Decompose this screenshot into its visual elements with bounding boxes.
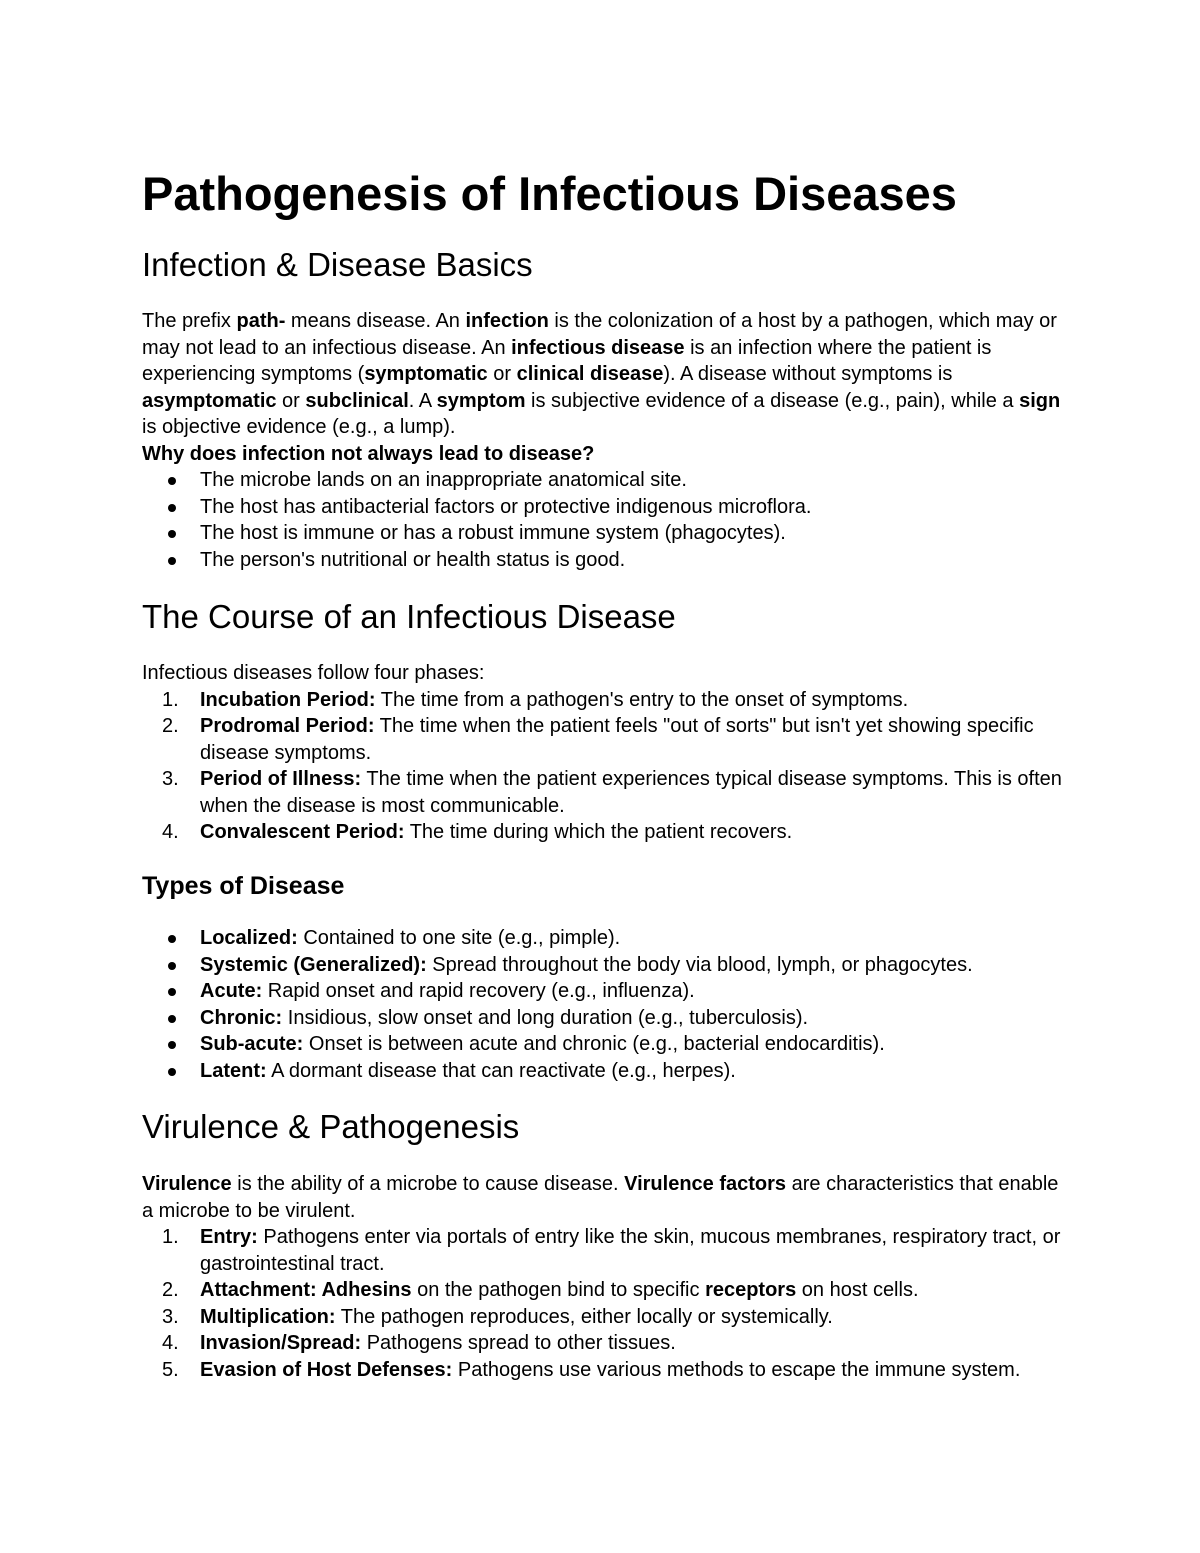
list-item [142, 520, 1067, 547]
list-item [142, 494, 1067, 521]
list-item [142, 547, 1067, 574]
section-heading-types: Types of Disease [142, 872, 345, 900]
bullet-icon [168, 557, 176, 565]
phase-desc: The time during which the patient recovers. [404, 821, 793, 843]
step-desc: on the pathogen bind to specific [411, 1279, 706, 1301]
term-symptom: symptom [436, 389, 526, 412]
step-desc: Pathogens use various methods to escape the immune system. [452, 1358, 1021, 1381]
types-section [142, 925, 1067, 1084]
bullet-icon [168, 1068, 176, 1076]
bullet-icon [168, 988, 176, 996]
list-item [142, 1058, 1067, 1085]
bullet-icon [168, 477, 176, 485]
step-term: Multiplication: [200, 1305, 336, 1328]
step-term: Attachment: Adhesins [200, 1279, 412, 1301]
phase-term: Convalescent Period: [200, 821, 405, 843]
list-item-text: The person's nutritional or health status is good. [200, 548, 626, 571]
step-desc: on host cells. [796, 1279, 919, 1301]
step-desc: Pathogens spread to other tissues. [361, 1332, 676, 1354]
list-number: 2. [162, 715, 179, 737]
reasons-list [142, 467, 1067, 573]
type-term: Acute: [200, 980, 263, 1002]
type-term: Systemic (Generalized): [200, 953, 427, 976]
list-number: 3. [162, 768, 179, 790]
list-item [142, 766, 1067, 819]
term-subclinical: subclinical [305, 389, 409, 412]
step-term: Entry: [200, 1226, 258, 1248]
phase-desc: The time when the patient experiences typical disease symptoms. This is often when the disease is most communicable. [200, 768, 1062, 817]
text-run: is the colonization of a host by a pathogen, which may or may not lead to an infectious disease. An [142, 310, 1057, 359]
list-item [142, 1224, 1067, 1277]
course-section [142, 660, 1067, 846]
bullet-icon [168, 935, 176, 943]
term-virulence-factors: Virulence factors [624, 1173, 787, 1195]
steps-list [142, 1224, 1067, 1383]
list-item-text: The host has antibacterial factors or protective indigenous microflora. [200, 495, 812, 518]
list-item [142, 1031, 1067, 1058]
text-run: The prefix [142, 310, 237, 332]
basics-section [142, 308, 1067, 573]
bullet-icon [168, 530, 176, 538]
list-item [142, 978, 1067, 1005]
step-desc: The pathogen reproduces, either locally or systemically. [335, 1305, 833, 1328]
list-number: 2. [162, 1279, 179, 1301]
list-item [142, 952, 1067, 979]
section-heading-basics: Infection & Disease Basics [142, 246, 533, 283]
list-item-text: The host is immune or has a robust immune system (phagocytes). [200, 522, 786, 544]
type-desc: Spread throughout the body via blood, lymph, or phagocytes. [426, 953, 973, 976]
list-item [142, 925, 1067, 952]
bullet-icon [168, 1015, 176, 1023]
term-symptomatic: symptomatic [364, 363, 488, 385]
virulence-section [142, 1171, 1067, 1383]
list-item [142, 1330, 1067, 1357]
list-number: 1. [162, 688, 179, 711]
text-run: or [487, 363, 517, 385]
step-term: Evasion of Host Defenses: [200, 1358, 453, 1381]
text-run: are characteristics that enable a microbe to be virulent. [142, 1173, 1059, 1222]
text-run: or [276, 389, 306, 412]
course-intro: Infectious diseases follow four phases: [142, 662, 485, 684]
text-run: . A [408, 389, 437, 412]
bullet-icon [168, 504, 176, 512]
list-item [142, 713, 1067, 766]
bullet-icon [168, 962, 176, 970]
term-clinical-disease: clinical disease [516, 363, 664, 385]
phase-term: Prodromal Period: [200, 715, 375, 737]
type-desc: Onset is between acute and chronic (e.g., bacterial endocarditis). [303, 1033, 885, 1055]
type-term: Chronic: [200, 1006, 283, 1029]
phase-term: Incubation Period: [200, 688, 376, 711]
term-sign: sign [1019, 389, 1061, 412]
list-item-text: The microbe lands on an inappropriate anatomical site. [200, 469, 687, 491]
question-heading [142, 441, 1067, 468]
step-term: Invasion/Spread: [200, 1332, 362, 1354]
type-term: Latent: [200, 1059, 267, 1082]
question-text: Why does infection not always lead to disease? [142, 442, 595, 465]
document-title: Pathogenesis of Infectious Diseases [142, 167, 957, 220]
basics-paragraph [142, 308, 1067, 441]
section-heading-virulence: Virulence & Pathogenesis [142, 1108, 520, 1145]
term-infection: infection [465, 310, 549, 332]
type-desc: Rapid onset and rapid recovery (e.g., influenza). [262, 980, 695, 1002]
type-term: Sub-acute: [200, 1033, 304, 1055]
text-run: ). A disease without symptoms is [663, 363, 953, 385]
text-run: is the ability of a microbe to cause disease. [231, 1173, 625, 1195]
term-infectious-disease: infectious disease [511, 336, 685, 359]
list-number: 4. [162, 1332, 179, 1354]
list-number: 1. [162, 1226, 179, 1248]
phases-list [142, 687, 1067, 846]
list-item [142, 1005, 1067, 1032]
section-heading-course: The Course of an Infectious Disease [142, 598, 676, 635]
term-path: path- [236, 310, 286, 332]
term-virulence: Virulence [142, 1173, 232, 1195]
phase-term: Period of Illness: [200, 768, 362, 790]
type-desc: A dormant disease that can reactivate (e.g., herpes). [266, 1059, 736, 1082]
text-run: is subjective evidence of a disease (e.g., pain), while a [525, 389, 1020, 412]
text-run: is an infection where the patient is experiencing symptoms ( [142, 336, 992, 385]
type-term: Localized: [200, 927, 298, 949]
list-item [142, 819, 1067, 846]
text-run: means disease. An [285, 310, 466, 332]
term-receptors: receptors [705, 1279, 797, 1301]
phase-desc: The time when the patient feels "out of sorts" but isn't yet showing specific disease symptoms. [200, 715, 1034, 764]
list-number: 5. [162, 1358, 179, 1381]
list-item [142, 1277, 1067, 1304]
list-number: 4. [162, 821, 179, 843]
types-list [142, 925, 1067, 1084]
type-desc: Insidious, slow onset and long duration (e.g., tuberculosis). [282, 1006, 809, 1029]
list-item [142, 1357, 1067, 1384]
list-item [142, 1304, 1067, 1331]
step-desc: Pathogens enter via portals of entry like the skin, mucous membranes, respiratory tract, or gastrointestinal tract. [200, 1226, 1061, 1275]
list-item [142, 467, 1067, 494]
phase-desc: The time from a pathogen's entry to the onset of symptoms. [375, 688, 909, 711]
term-asymptomatic: asymptomatic [142, 389, 277, 412]
virulence-intro [142, 1171, 1067, 1224]
type-desc: Contained to one site (e.g., pimple). [297, 927, 621, 949]
text-run: is objective evidence (e.g., a lump). [142, 416, 456, 438]
list-number: 3. [162, 1305, 179, 1328]
bullet-icon [168, 1041, 176, 1049]
list-item [142, 687, 1067, 714]
